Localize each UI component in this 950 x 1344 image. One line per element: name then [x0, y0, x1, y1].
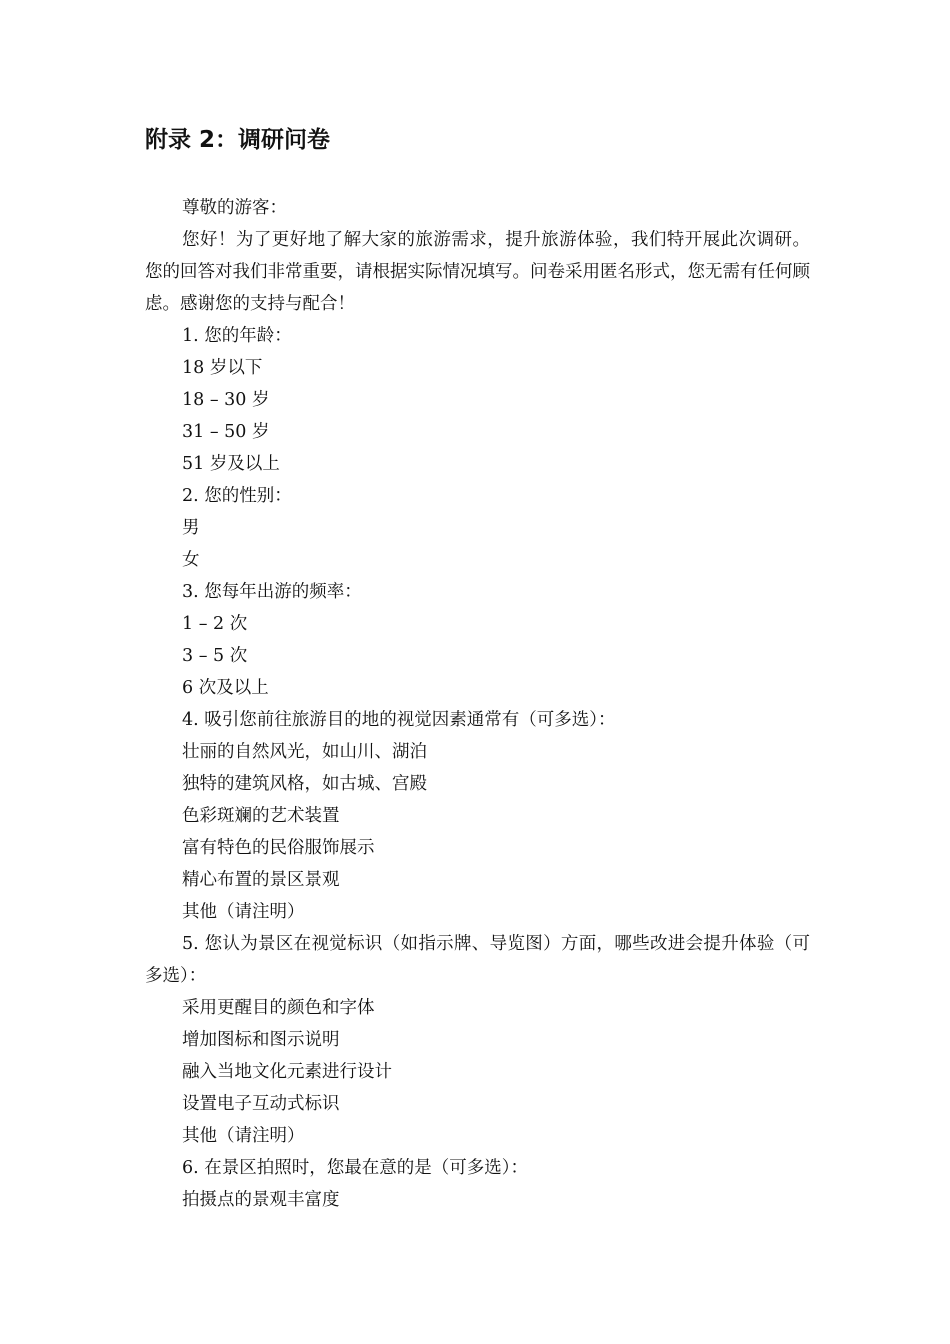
question-text: 1. 您的年龄：	[182, 326, 292, 346]
question-2	[145, 480, 810, 576]
option-item: 融入当地文化元素进行设计	[182, 1062, 392, 1082]
question-1	[145, 320, 810, 480]
question-4	[145, 704, 810, 928]
option-item: 女	[182, 550, 200, 570]
question-text: 6. 在景区拍照时，您最在意的是（可多选）：	[182, 1158, 529, 1178]
option-item: 18 – 30 岁	[182, 390, 270, 410]
option-item: 1 – 2 次	[182, 614, 248, 634]
option-item: 精心布置的景区景观	[182, 870, 340, 890]
option-item: 采用更醒目的颜色和字体	[182, 998, 375, 1018]
option-item: 18 岁以下	[182, 358, 263, 378]
option-item: 拍摄点的景观丰富度	[182, 1190, 340, 1210]
option-item: 51 岁及以上	[182, 454, 280, 474]
option-item: 其他（请注明）	[182, 902, 305, 922]
option-item: 壮丽的自然风光，如山川、湖泊	[182, 742, 427, 762]
question-3	[145, 576, 810, 704]
option-item: 男	[182, 518, 200, 538]
option-item: 其他（请注明）	[182, 1126, 305, 1146]
option-item: 富有特色的民俗服饰展示	[182, 838, 375, 858]
question-text: 5. 您认为景区在视觉标识（如指示牌、导览图）方面，哪些改进会提升体验（可多选）：	[145, 934, 810, 986]
option-item: 独特的建筑风格，如古城、宫殿	[182, 774, 427, 794]
question-6	[145, 1152, 810, 1216]
intro-paragraph: 您好！为了更好地了解大家的旅游需求，提升旅游体验，我们特开展此次调研。您的回答对我们非常重要，请根据实际情况填写。问卷采用匿名形式，您无需有任何顾虑。感谢您的支持与配合！	[145, 230, 810, 314]
salutation: 尊敬的游客：	[182, 198, 287, 218]
page-title: 附录 2：调研问卷	[145, 127, 331, 153]
question-text: 2. 您的性别：	[182, 486, 292, 506]
option-item: 增加图标和图示说明	[182, 1030, 340, 1050]
option-item: 6 次及以上	[182, 678, 269, 698]
question-text: 4. 吸引您前往旅游目的地的视觉因素通常有（可多选）：	[182, 710, 616, 730]
questionnaire-body	[145, 192, 810, 1216]
option-item: 31 – 50 岁	[182, 422, 270, 442]
question-5	[145, 928, 810, 1152]
question-text: 3. 您每年出游的频率：	[182, 582, 362, 602]
option-item: 色彩斑斓的艺术装置	[182, 806, 340, 826]
option-item: 3 – 5 次	[182, 646, 248, 666]
option-item: 设置电子互动式标识	[182, 1094, 340, 1114]
